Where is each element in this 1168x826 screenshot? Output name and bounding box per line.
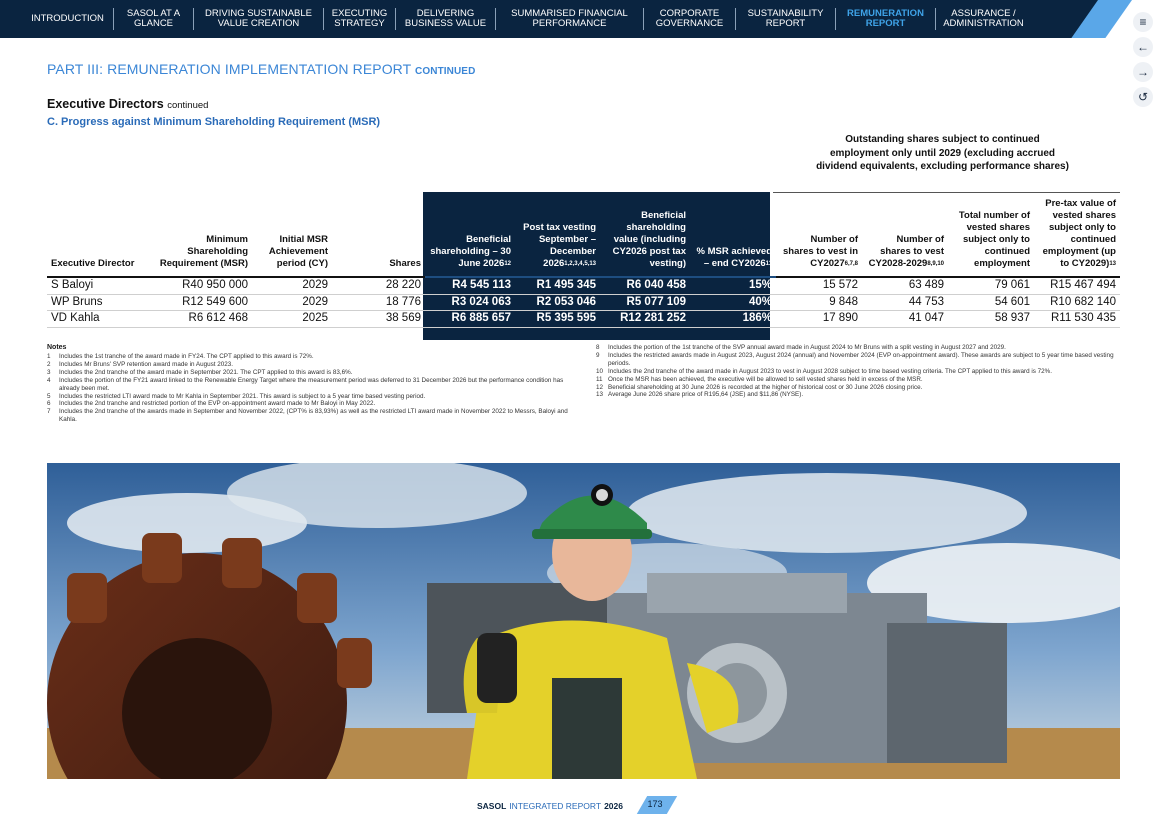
column-header-label: Number of shares to vest CY2028-2029: [868, 234, 944, 269]
table-cell: 18 776: [385, 295, 421, 308]
group-header-rule: [773, 192, 1120, 193]
note-text: Includes the 2nd tranche and restricted portion of the EVP on-appointment award made to Mr Baloyi in May 2022.: [59, 400, 376, 408]
footnote-ref: 1,2,3,4,5,13: [564, 261, 596, 267]
table-cell: R6 040 458: [626, 279, 686, 291]
column-header: [690, 198, 776, 277]
table-cell: R5 077 109: [626, 295, 686, 308]
footer: [477, 796, 623, 816]
column-header: [515, 198, 600, 277]
note-number: 8: [596, 344, 600, 351]
column-header: [1034, 198, 1120, 277]
section-title: [47, 97, 208, 111]
note-item: [47, 377, 572, 393]
note-item: [596, 384, 1120, 392]
note-item: [47, 408, 572, 424]
note-number: 9: [596, 351, 600, 359]
table-cell: 54 601: [994, 295, 1030, 308]
subsection-title: C. Progress against Minimum Shareholding Requirement (MSR): [47, 116, 381, 128]
table-cell: 15 572: [822, 279, 858, 291]
table-cell: 2025: [302, 312, 328, 324]
table-cell: R4 545 113: [452, 279, 511, 291]
column-header-label: % MSR achieved – end CY2026: [696, 246, 772, 269]
footer-brand: SASOL: [477, 801, 507, 811]
footnote-ref: 6,7,8: [844, 261, 858, 267]
back-arrow-icon[interactable]: ←: [1133, 37, 1153, 57]
nav-item-remuneration-report[interactable]: REMUNERATION REPORT: [836, 8, 936, 30]
table-cell: 44 753: [908, 295, 944, 308]
column-header-label: Minimum Shareholding Requirement (MSR): [159, 234, 248, 269]
table-cell: R1 495 345: [536, 279, 596, 291]
table-cell: 38 569: [385, 312, 421, 324]
column-header-label: Executive Director: [51, 258, 135, 269]
part-title: [47, 61, 475, 77]
footnote-ref: 12: [504, 261, 511, 267]
note-text: Once the MSR has been achieved, the executive will be allowed to sell vested shares held in excess of the MSR.: [608, 375, 923, 383]
column-header: [776, 198, 862, 277]
column-header: [47, 198, 147, 277]
nav-item-sasol-at-a-glance[interactable]: SASOL AT A GLANCE: [114, 8, 194, 30]
nav-item-executing-strategy[interactable]: EXECUTING STRATEGY: [324, 8, 396, 30]
table-cell: R6 885 657: [451, 312, 511, 324]
note-number: 11: [596, 375, 603, 383]
column-header: [332, 198, 425, 277]
note-number: 10: [596, 367, 604, 375]
table-cell: 63 489: [908, 279, 944, 291]
note-text: Includes the 1st tranche of the award made in FY24. The CPT applied to this award is 72%.: [59, 353, 314, 360]
note-number: 4: [47, 376, 51, 384]
table-row: [47, 294, 1120, 311]
nav-item-delivering-business-value[interactable]: DELIVERING BUSINESS VALUE: [396, 8, 496, 30]
note-number: 3: [47, 368, 51, 376]
page-number: 173: [647, 799, 663, 809]
footnote-ref: 11: [765, 261, 772, 267]
nav-item-assurance-administration[interactable]: ASSURANCE / ADMINISTRATION: [943, 8, 1024, 29]
part-title-continued: CONTINUED: [415, 66, 476, 77]
column-header: [600, 198, 690, 277]
column-header-label: Number of shares to vest in CY2027: [783, 234, 858, 269]
column-header-label: Post tax vesting September – December 2026: [523, 222, 596, 269]
note-text: Average June 2026 share price of R195,64 (JSE) and $11,86 (NYSE).: [608, 391, 804, 399]
note-item: [47, 353, 572, 361]
note-item: [47, 361, 572, 369]
column-header-label: Shares: [389, 258, 421, 269]
table-cell: 9 848: [829, 295, 858, 308]
column-header-label: Total number of vested shares subject only to continued employment: [958, 210, 1030, 269]
table-header-row: [47, 198, 1120, 277]
msr-table: [47, 198, 1120, 328]
footnote-ref: 13: [1109, 261, 1116, 267]
column-header: [147, 198, 252, 277]
section-title-continued: continued: [167, 100, 209, 111]
column-header: [862, 198, 948, 277]
note-item: [596, 391, 1120, 399]
note-text: Includes the 2nd tranche of the award made in August 2023 to vest in August 2028 subject to time based vesting criteria. The CPT applied to this award is 72%.: [608, 367, 1052, 375]
table-cell: 186%: [742, 312, 772, 324]
footer-year: 2026: [604, 801, 623, 811]
notes-right-column: [596, 344, 1120, 399]
table-cell: 2029: [302, 295, 328, 308]
side-toolbar: [1133, 12, 1155, 112]
note-number: 6: [47, 400, 51, 408]
part-title-text: PART III: REMUNERATION IMPLEMENTATION REPORT: [47, 61, 412, 77]
column-header: [252, 198, 332, 277]
column-header-label: Pre-tax value of vested shares subject only to continued employment (up to CY2029): [1042, 198, 1116, 269]
table-cell: 2029: [302, 279, 328, 291]
table-cell: R12 281 252: [620, 312, 686, 324]
nav-item-summarised-financial-performance[interactable]: SUMMARISED FINANCIAL PERFORMANCE: [496, 8, 644, 30]
notes-title: Notes: [47, 344, 67, 351]
notes-left-column: [47, 353, 572, 424]
table-cell: R40 950 000: [182, 279, 248, 291]
top-navigation: [0, 0, 1168, 38]
table-cell: R10 682 140: [1050, 295, 1116, 308]
note-item: [596, 352, 1120, 368]
table-cell: R2 053 046: [536, 295, 596, 308]
table-body: [47, 277, 1120, 327]
note-text: Includes the 2nd tranche of the awards made in September and November 2022, (CPT% is 83,93%) as well as the restricted LTI award made in November 2022 to Messrs, Baloyi and Kahla.: [59, 408, 568, 424]
column-header: [425, 198, 515, 277]
column-header-label: Beneficial shareholding – 30 June 2026: [430, 234, 511, 269]
note-number: 1: [47, 353, 51, 360]
column-header-label: Initial MSR Achievement period (CY): [268, 234, 328, 269]
table-row: [47, 277, 1120, 294]
note-item: [596, 376, 1120, 384]
table-cell: R12 549 600: [182, 295, 248, 308]
note-text: Includes the portion of the FY21 award linked to the Renewable Energy Target where the measurement period was deferred to 31 December 2026 but the performance condition has already been met.: [59, 376, 564, 392]
note-number: 13: [596, 391, 604, 399]
note-number: 12: [596, 383, 604, 391]
table-cell: 15%: [748, 279, 772, 291]
note-item: [47, 369, 572, 377]
nav-item-corporate-governance[interactable]: CORPORATE GOVERNANCE: [644, 8, 736, 30]
table-cell: R11 530 435: [1050, 312, 1116, 324]
nav-item-introduction[interactable]: INTRODUCTION: [22, 8, 114, 30]
footnote-ref: 8,9,10: [927, 261, 944, 267]
table-cell: R3 024 063: [451, 295, 511, 308]
note-item: [596, 344, 1120, 352]
table-cell: R6 612 468: [188, 312, 248, 324]
forward-arrow-icon[interactable]: →: [1133, 62, 1153, 82]
director-name-cell: VD Kahla: [51, 312, 100, 324]
director-name-cell: WP Bruns: [51, 295, 103, 308]
note-text: Includes the restricted LTI award made to Mr Kahla in September 2021. This award is subject to a 5 year time based vesting period.: [59, 392, 426, 400]
nav-items: [22, 0, 1031, 38]
table-cell: 17 890: [822, 312, 858, 324]
table-cell: 79 061: [994, 279, 1030, 291]
column-header-label: Beneficial shareholding value (including CY2026 post tax vesting): [612, 210, 686, 269]
nav-item-driving-sustainable-value-creation[interactable]: DRIVING SUSTAINABLE VALUE CREATION: [194, 8, 324, 30]
column-header: [948, 198, 1034, 277]
table-cell: 40%: [748, 295, 772, 308]
note-text: Includes the portion of the 1st tranche of the SVP annual award made in August 2024 to Mr Bruns with a split vesting in August 2027 and 2029.: [608, 344, 1006, 351]
hero-photo-illustration: [47, 463, 1120, 779]
table-cell: 28 220: [385, 279, 421, 291]
note-item: [47, 400, 572, 408]
section-title-text: Executive Directors: [47, 97, 164, 111]
note-text: Includes Mr Bruns' SVP retention award made in August 2023.: [59, 360, 234, 368]
note-number: 2: [47, 360, 51, 368]
menu-icon[interactable]: ≡: [1133, 12, 1153, 32]
table-cell: 41 047: [908, 312, 944, 324]
note-number: 7: [47, 408, 51, 416]
return-icon[interactable]: ↺: [1133, 87, 1153, 107]
nav-item-sustainability-report[interactable]: SUSTAINABILITY REPORT: [736, 8, 836, 30]
hero-photo: [47, 463, 1120, 779]
note-text: Beneficial shareholding at 30 June 2026 is recorded at the higher of historical cost or 30 June 2026 closing price.: [608, 383, 923, 391]
note-number: 5: [47, 392, 51, 400]
table-group-header: Outstanding shares subject to continued employment only until 2029 (excluding accrued dividend equivalents, excluding performance shares): [816, 134, 1069, 172]
director-name-cell: S Baloyi: [51, 279, 94, 291]
footer-report-name: INTEGRATED REPORT: [509, 801, 602, 811]
note-text: Includes the restricted awards made in August 2023, August 2024 (annual) and November 2024 (EVP on-appointment award). These awards are subject to 5 year time based vesting periods.: [608, 351, 1114, 367]
table-cell: 58 937: [994, 312, 1030, 324]
note-item: [47, 393, 572, 401]
note-item: [596, 368, 1120, 376]
table-cell: R5 395 595: [536, 312, 596, 324]
table-row: [47, 311, 1120, 328]
note-text: Includes the 2nd tranche of the award made in September 2021. The CPT applied to this award is 83,6%.: [59, 368, 353, 376]
table-cell: R15 467 494: [1050, 279, 1116, 291]
